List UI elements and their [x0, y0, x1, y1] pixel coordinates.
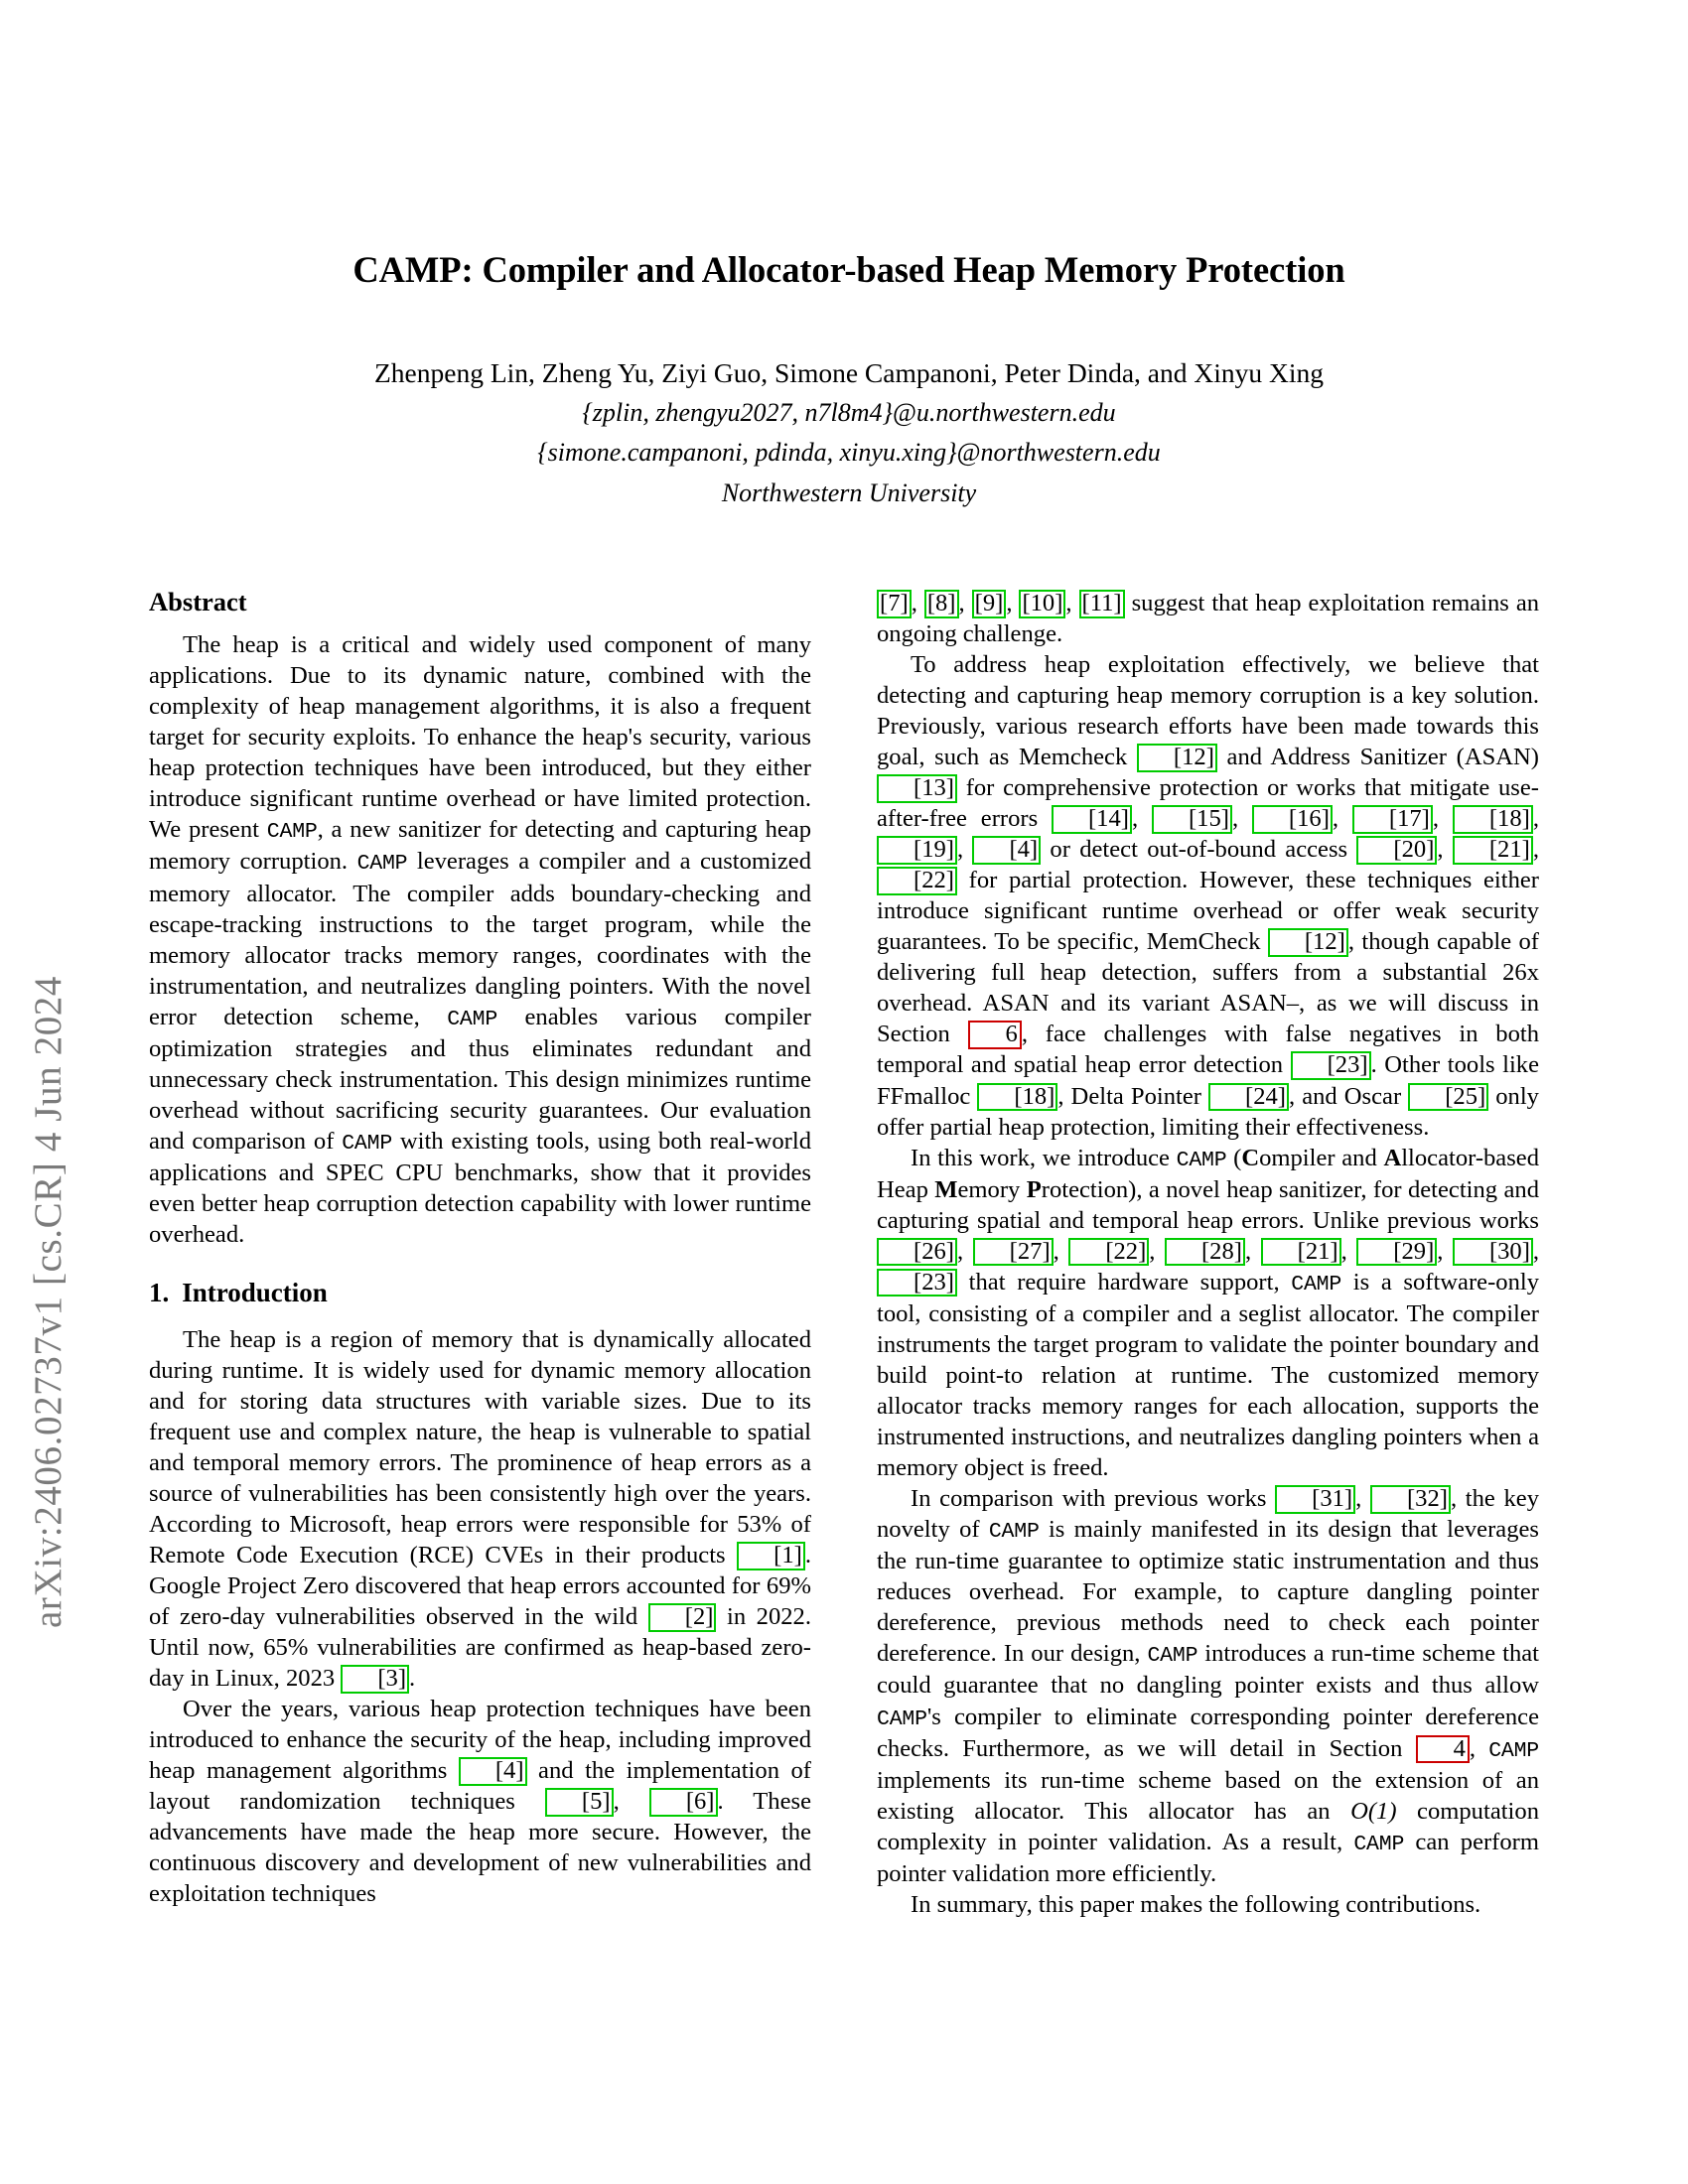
citation-link[interactable]: [20] [1356, 836, 1437, 865]
section-heading-introduction [149, 1279, 811, 1308]
intro-paragraph-4 [877, 1143, 1539, 1484]
text-run: can perform pointer validation more efficiently. [877, 1828, 1539, 1887]
text-run: Over the years, various heap protection techniques have been introduced to enhance the security of the heap, including improved heap management algorithms [149, 1696, 811, 1785]
section-heading-row [149, 1279, 811, 1308]
text-run: , face challenges with false negatives in both temporal and spatial heap error detection [877, 1021, 1539, 1079]
citation-link[interactable]: [16] [1252, 805, 1333, 834]
abstract-text-b: , a new sanitizer for detecting and capturing heap memory corruption. [149, 816, 812, 876]
text-run: , [911, 590, 924, 616]
section-reference-link[interactable]: 4 [1416, 1735, 1470, 1764]
citation-link[interactable]: [26] [877, 1238, 957, 1267]
camp-mono: CAMP [356, 852, 408, 877]
camp-mono: CAMP [877, 1706, 927, 1731]
text-run: , [1437, 1237, 1453, 1265]
citation-link[interactable]: [11] [1079, 590, 1125, 618]
intro-paragraph-2 [149, 1694, 811, 1909]
text-run: , [1332, 805, 1352, 833]
camp-mono: CAMP [266, 820, 318, 845]
camp-mono: CAMP [988, 1520, 1040, 1545]
text-run: , [1065, 590, 1079, 616]
acronym-letter-a: A [1383, 1144, 1402, 1171]
text-run: ompiler and [1259, 1144, 1384, 1171]
text-run: . Other tools like FFmalloc [877, 1051, 1539, 1110]
text-run: , [1244, 1237, 1261, 1265]
citation-link[interactable]: [25] [1408, 1083, 1488, 1112]
citation-link[interactable]: [6] [649, 1788, 718, 1817]
citation-link[interactable]: [4] [459, 1757, 527, 1786]
intro-paragraph-1 [149, 1324, 811, 1694]
abstract-text-c: leverages a compiler and a customized memory allocator. The compiler adds boundary-checking and escape-tracking instructions to the target program, while the memory allocator tracks memory ranges, coordinates with the instrumentation, and neutralizes dangling pointers. With the novel error detection scheme, [149, 848, 811, 1030]
acronym-letter-c: C [1241, 1144, 1260, 1171]
camp-mono: CAMP [1147, 1644, 1198, 1669]
camp-mono: CAMP [1176, 1148, 1227, 1172]
intro-paragraph-6 [877, 1889, 1539, 1920]
intro-paragraph-2-cont [877, 588, 1539, 649]
text-run: To address heap exploitation effectively, we believe that detecting and capturing heap memory corruption is a key solution. Previously, various research efforts have been made towards this goal, such as Memcheck [877, 651, 1539, 771]
text-run: , [1437, 836, 1453, 864]
text-run: . These advancements have made the heap more secure. However, the continuous discovery and development of new vulnerabilities and exploitation techniques [149, 1788, 811, 1908]
abstract-heading: Abstract [149, 587, 247, 616]
citation-link[interactable]: [7] [877, 590, 912, 618]
text-run: emory [957, 1175, 1027, 1203]
text-run: , [956, 836, 973, 864]
text-run: that require hardware support, [956, 1268, 1292, 1296]
citation-link[interactable]: [15] [1152, 805, 1232, 834]
text-run: , [1469, 1734, 1489, 1762]
citation-link[interactable]: [18] [977, 1083, 1057, 1112]
citation-link[interactable]: [8] [924, 590, 959, 618]
camp-mono: CAMP [342, 1131, 393, 1156]
citation-link[interactable]: [1] [737, 1542, 805, 1570]
page-title: CAMP: Compiler and Allocator-based Heap Memory Protection [352, 249, 1345, 290]
camp-mono: CAMP [1353, 1832, 1405, 1856]
text-run: , [1355, 1485, 1370, 1513]
text-run: is mainly manifested in its design that leverages the run-time guarantee to optimize static instrumentation and thus reduces overhead. For example, to capture dangling pointer dereference, previous methods need to check each pointer dereference. In our design, [877, 1516, 1539, 1668]
citation-link[interactable]: [19] [877, 836, 957, 865]
text-run: , [1532, 1237, 1540, 1265]
intro-paragraph-5 [877, 1483, 1539, 1889]
arxiv-stamp-text: arXiv:2406.02737v1 [cs.CR] 4 Jun 2024 [26, 976, 70, 1628]
citation-link[interactable]: [22] [877, 867, 957, 895]
text-run: , [1432, 805, 1453, 833]
text-run: 's compiler to eliminate corresponding pointer dereference checks. Furthermore, as we will detail in Section [877, 1703, 1539, 1762]
text-run: computation complexity in pointer validation. As a result, [877, 1797, 1539, 1855]
text-run: , [1532, 836, 1539, 864]
text-run: . Google Project Zero discovered that heap errors accounted for 69% of zero-day vulnerabilities observed in the wild [149, 1542, 811, 1631]
affiliation: Northwestern University [721, 478, 977, 508]
text-run: , [956, 1237, 973, 1265]
text-run: is a software-only tool, consisting of a compiler and a seglist allocator. The compiler instruments the target program to validate the pointer boundary and build point-to relation at runtime. The customized memory allocator tracks memory ranges for each allocation, supports the instrumented instructions, and neutralizes dangling pointers when a memory object is freed. [877, 1268, 1539, 1482]
citation-link[interactable]: [23] [877, 1269, 957, 1297]
section-reference-link[interactable]: 6 [968, 1021, 1022, 1049]
citation-link[interactable]: [12] [1268, 928, 1348, 957]
citation-link[interactable]: [23] [1291, 1051, 1371, 1080]
text-run: , the key novelty of [877, 1485, 1539, 1544]
citation-link[interactable]: [30] [1453, 1238, 1533, 1267]
text-run: , [958, 590, 972, 616]
text-run: In comparison with previous works [911, 1485, 1276, 1513]
text-run: The heap is a region of memory that is dynamically allocated during runtime. It is widely used for dynamic memory allocation and for storing data structures with variable sizes. Due to its frequent use and complex nature, the heap is vulnerable to spatial and temporal memory errors. The prominence of heap errors as a source of vulnerabilities has been consistently high over the years. According to Microsoft, heap errors were responsible for 53% of Remote Code Execution (RCE) CVEs in their products [149, 1325, 811, 1570]
text-run: implements its run-time scheme based on the extension of an existing allocator. This allocator has an [877, 1766, 1539, 1825]
text-run: , [1231, 805, 1252, 833]
text-run: rotection), a novel heap sanitizer, for detecting and capturing spatial and temporal heap errors. Unlike previous works [877, 1175, 1539, 1234]
text-run: , [1006, 590, 1020, 616]
text-run: and Address Sanitizer (ASAN) [1216, 744, 1539, 771]
citation-link[interactable]: [21] [1453, 836, 1533, 865]
camp-mono: CAMP [1488, 1738, 1540, 1763]
abstract-paragraph [149, 629, 811, 1250]
citation-link[interactable]: [12] [1137, 744, 1217, 772]
right-column [877, 588, 1539, 2097]
math-complexity: O(1) [1350, 1797, 1397, 1825]
citation-link[interactable]: [24] [1208, 1083, 1289, 1112]
section-number: 1. [149, 1278, 170, 1308]
text-run: , [1131, 805, 1152, 833]
text-run: In summary, this paper makes the following contributions. [911, 1890, 1481, 1918]
section-title: Introduction [182, 1278, 328, 1308]
text-run: and the implementation of layout randomization techniques [149, 1757, 811, 1816]
citation-link[interactable]: [3] [341, 1665, 409, 1694]
citation-link[interactable]: [22] [1068, 1238, 1149, 1267]
text-run: , [1053, 1237, 1069, 1265]
text-run: , though capable of delivering full heap detection, suffers from a substantial 26x overhead. ASAN and its variant ASAN–, as we will discuss in Section [877, 928, 1539, 1048]
text-run: , and Oscar [1288, 1082, 1409, 1110]
text-run: , [1340, 1237, 1357, 1265]
arxiv-stamp [0, 0, 95, 2184]
abstract-text-e: with existing tools, using both real-world applications and SPEC CPU benchmarks, show that it provides even better heap corruption detection capability with lower runtime overhead. [149, 1127, 811, 1249]
intro-paragraph-3 [877, 649, 1539, 1143]
citation-link[interactable]: [28] [1165, 1238, 1245, 1267]
citation-link[interactable]: [31] [1275, 1485, 1355, 1514]
text-run: in 2022. Until now, 65% vulnerabilities are confirmed as heap-based zero-day in Linux, 2023 [149, 1603, 812, 1693]
email-line-2: {simone.campanoni, pdinda, xinyu.xing}@northwestern.edu [537, 438, 1161, 468]
citation-link[interactable]: [4] [972, 836, 1041, 865]
citation-link[interactable]: [17] [1352, 805, 1433, 834]
text-run: introduces a run-time scheme that could guarantee that no dangling pointer exists and thus allow [877, 1640, 1539, 1700]
citation-link[interactable]: [29] [1356, 1238, 1437, 1267]
text-run: ( [1226, 1144, 1242, 1171]
camp-mono: CAMP [1291, 1272, 1342, 1297]
title-block [169, 248, 1529, 506]
citation-link[interactable]: [13] [877, 774, 957, 803]
citation-link[interactable]: [2] [648, 1603, 717, 1632]
author-list: Zhenpeng Lin, Zheng Yu, Ziyi Guo, Simone Campanoni, Peter Dinda, and Xinyu Xing [374, 356, 1324, 388]
citation-link[interactable]: [18] [1453, 805, 1533, 834]
acronym-letter-m: M [934, 1175, 958, 1203]
body-columns [149, 588, 1539, 2097]
acronym-letter-p: P [1026, 1175, 1042, 1203]
citation-link[interactable]: [14] [1052, 805, 1132, 834]
text-run: for comprehensive protection or works that mitigate use-after-free errors [877, 774, 1539, 833]
text-run: In this work, we introduce [911, 1144, 1177, 1171]
text-run: llocator-based Heap [877, 1144, 1540, 1203]
citation-link[interactable]: [5] [545, 1788, 614, 1817]
email-line-1: {zplin, zhengyu2027, n7l8m4}@u.northwestern.edu [582, 398, 1116, 428]
citation-link[interactable]: [9] [972, 590, 1007, 618]
text-run: , [1532, 805, 1539, 833]
text-run: suggest that heap exploitation remains an ongoing challenge. [877, 590, 1540, 648]
text-run: . [409, 1665, 416, 1693]
citation-link[interactable]: [27] [973, 1238, 1054, 1267]
text-run: , [1149, 1237, 1165, 1265]
text-run: or detect out-of-bound access [1041, 836, 1357, 864]
citation-link[interactable]: [21] [1261, 1238, 1341, 1267]
text-run: for partial protection. However, these techniques either introduce significant runtime overhead or offer weak security guarantees. To be specific, MemCheck [877, 867, 1539, 956]
text-run: , [613, 1788, 649, 1816]
citation-link[interactable]: [10] [1019, 590, 1065, 618]
text-run: only offer partial heap protection, limiting their effectiveness. [877, 1082, 1539, 1141]
camp-mono: CAMP [447, 1007, 498, 1031]
abstract-text-a: The heap is a critical and widely used component of many applications. Due to its dynamic nature, combined with the complexity of heap management algorithms, it is also a frequent target for security exploits. To enhance the heap's security, various heap protection techniques have been introduced, but they either introduce significant runtime overhead or have limited protection. We present [149, 631, 811, 844]
citation-link[interactable]: [32] [1370, 1485, 1451, 1514]
left-column [149, 588, 811, 2097]
abstract-text-d: enables various compiler optimization strategies and thus eliminates redundant and unnecessary check instrumentation. This design minimizes runtime overhead without sacrificing security guarantees. Our evaluation and comparison of [149, 1003, 811, 1155]
text-run: , Delta Pointer [1057, 1082, 1208, 1110]
